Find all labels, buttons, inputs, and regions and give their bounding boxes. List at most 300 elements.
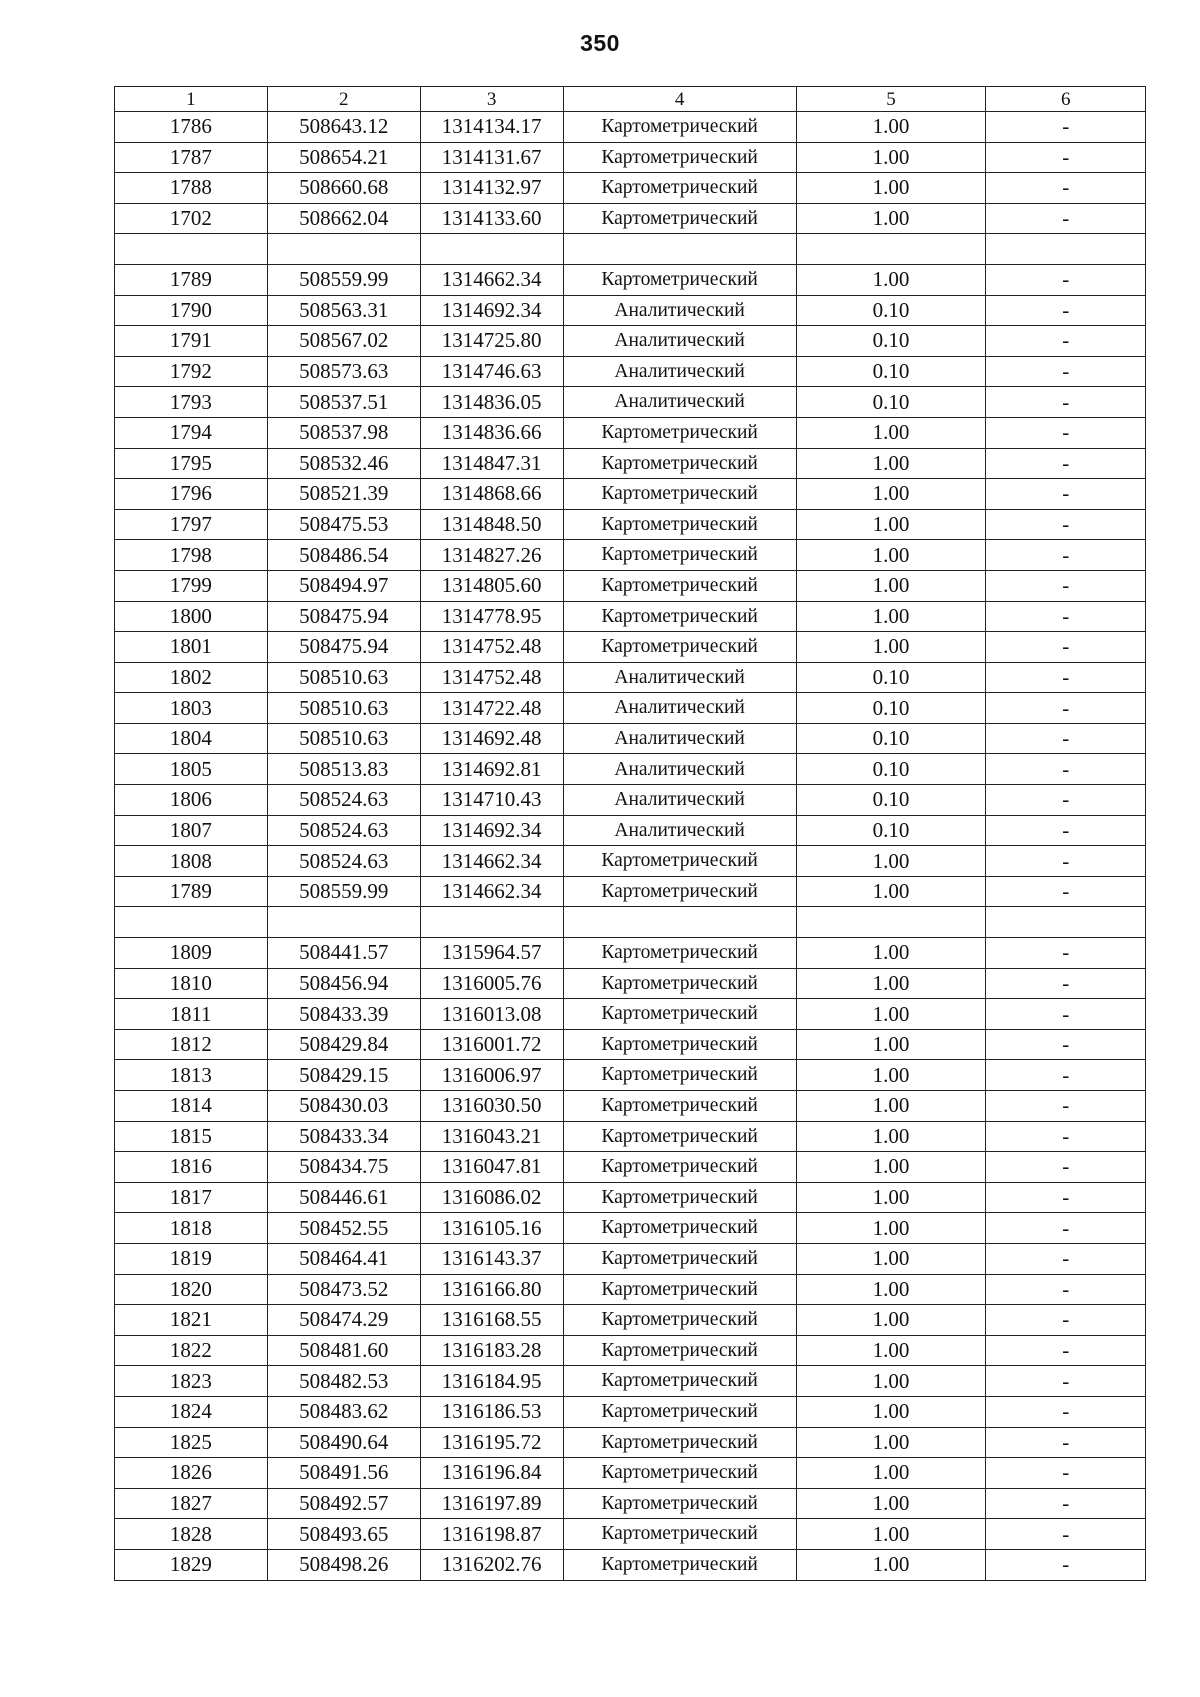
table-row bbox=[115, 387, 1146, 418]
accuracy-cell: 1.00 bbox=[796, 1029, 986, 1060]
accuracy-cell: 1.00 bbox=[796, 1519, 986, 1550]
point-number-cell: 1827 bbox=[115, 1488, 268, 1519]
table-row bbox=[115, 785, 1146, 816]
accuracy-cell: 1.00 bbox=[796, 846, 986, 877]
point-number-cell: 1829 bbox=[115, 1549, 268, 1580]
x-coordinate-cell: 508473.52 bbox=[267, 1274, 420, 1305]
accuracy-cell: 1.00 bbox=[796, 1458, 986, 1489]
x-coordinate-cell: 508510.63 bbox=[267, 693, 420, 724]
accuracy-cell: 1.00 bbox=[796, 938, 986, 969]
y-coordinate-cell: 1314752.48 bbox=[420, 632, 563, 663]
y-coordinate-cell: 1314805.60 bbox=[420, 570, 563, 601]
method-cell: Картометрический bbox=[563, 632, 796, 663]
y-coordinate-cell: 1316186.53 bbox=[420, 1396, 563, 1427]
table-row bbox=[115, 1305, 1146, 1336]
point-number-cell: 1789 bbox=[115, 264, 268, 295]
y-coordinate-cell: 1316195.72 bbox=[420, 1427, 563, 1458]
x-coordinate-cell: 508654.21 bbox=[267, 142, 420, 173]
description-cell: - bbox=[986, 999, 1146, 1030]
point-number-cell: 1702 bbox=[115, 203, 268, 234]
x-coordinate-cell: 508434.75 bbox=[267, 1152, 420, 1183]
accuracy-cell: 1.00 bbox=[796, 1121, 986, 1152]
point-number-cell: 1803 bbox=[115, 693, 268, 724]
x-coordinate-cell: 508537.51 bbox=[267, 387, 420, 418]
method-cell: Аналитический bbox=[563, 295, 796, 326]
x-coordinate-cell: 508524.63 bbox=[267, 815, 420, 846]
y-coordinate-cell: 1316005.76 bbox=[420, 968, 563, 999]
accuracy-cell: 0.10 bbox=[796, 754, 986, 785]
x-coordinate-cell: 508474.29 bbox=[267, 1305, 420, 1336]
point-number-cell: 1801 bbox=[115, 632, 268, 663]
description-cell: - bbox=[986, 1152, 1146, 1183]
x-coordinate-cell: 508662.04 bbox=[267, 203, 420, 234]
accuracy-cell: 0.10 bbox=[796, 295, 986, 326]
point-number-cell: 1796 bbox=[115, 479, 268, 510]
method-cell: Картометрический bbox=[563, 1335, 796, 1366]
accuracy-cell: 1.00 bbox=[796, 601, 986, 632]
x-coordinate-cell: 508429.15 bbox=[267, 1060, 420, 1091]
page-number: 350 bbox=[580, 30, 620, 56]
method-cell: Аналитический bbox=[563, 785, 796, 816]
table-row bbox=[115, 662, 1146, 693]
x-coordinate-cell: 508486.54 bbox=[267, 540, 420, 571]
point-number-cell: 1819 bbox=[115, 1243, 268, 1274]
description-cell: - bbox=[986, 479, 1146, 510]
accuracy-cell: 1.00 bbox=[796, 509, 986, 540]
accuracy-cell: 1.00 bbox=[796, 1274, 986, 1305]
table-row bbox=[115, 999, 1146, 1030]
description-cell: - bbox=[986, 1427, 1146, 1458]
accuracy-cell: 1.00 bbox=[796, 142, 986, 173]
column-header-2: 2 bbox=[267, 87, 420, 112]
point-number-cell: 1814 bbox=[115, 1091, 268, 1122]
method-cell: Картометрический bbox=[563, 1060, 796, 1091]
y-coordinate-cell: 1316030.50 bbox=[420, 1091, 563, 1122]
table-row bbox=[115, 876, 1146, 907]
y-coordinate-cell: 1316183.28 bbox=[420, 1335, 563, 1366]
method-cell: Картометрический bbox=[563, 540, 796, 571]
y-coordinate-cell: 1314692.34 bbox=[420, 295, 563, 326]
description-cell: - bbox=[986, 448, 1146, 479]
table-row bbox=[115, 264, 1146, 295]
accuracy-cell: 1.00 bbox=[796, 570, 986, 601]
method-cell: Картометрический bbox=[563, 1213, 796, 1244]
y-coordinate-cell: 1316043.21 bbox=[420, 1121, 563, 1152]
column-header-6: 6 bbox=[986, 87, 1146, 112]
description-cell: - bbox=[986, 785, 1146, 816]
x-coordinate-cell: 508492.57 bbox=[267, 1488, 420, 1519]
table-row bbox=[115, 509, 1146, 540]
description-cell: - bbox=[986, 1243, 1146, 1274]
table-row bbox=[115, 570, 1146, 601]
x-coordinate-cell: 508475.94 bbox=[267, 632, 420, 663]
method-cell: Картометрический bbox=[563, 1305, 796, 1336]
description-cell: - bbox=[986, 1305, 1146, 1336]
accuracy-cell: 1.00 bbox=[796, 203, 986, 234]
x-coordinate-cell: 508490.64 bbox=[267, 1427, 420, 1458]
accuracy-cell: 0.10 bbox=[796, 723, 986, 754]
y-coordinate-cell bbox=[420, 907, 563, 938]
x-coordinate-cell: 508510.63 bbox=[267, 723, 420, 754]
x-coordinate-cell: 508482.53 bbox=[267, 1366, 420, 1397]
table-row bbox=[115, 540, 1146, 571]
method-cell: Картометрический bbox=[563, 1182, 796, 1213]
method-cell: Картометрический bbox=[563, 1396, 796, 1427]
description-cell: - bbox=[986, 968, 1146, 999]
point-number-cell: 1824 bbox=[115, 1396, 268, 1427]
y-coordinate-cell: 1314134.17 bbox=[420, 112, 563, 143]
accuracy-cell: 1.00 bbox=[796, 1549, 986, 1580]
table-row bbox=[115, 1182, 1146, 1213]
table-row bbox=[115, 448, 1146, 479]
point-number-cell: 1811 bbox=[115, 999, 268, 1030]
table-row bbox=[115, 846, 1146, 877]
method-cell: Картометрический bbox=[563, 1091, 796, 1122]
accuracy-cell: 0.10 bbox=[796, 326, 986, 357]
y-coordinate-cell: 1314836.05 bbox=[420, 387, 563, 418]
y-coordinate-cell: 1314848.50 bbox=[420, 509, 563, 540]
x-coordinate-cell: 508494.97 bbox=[267, 570, 420, 601]
accuracy-cell: 1.00 bbox=[796, 1152, 986, 1183]
table-row bbox=[115, 1213, 1146, 1244]
accuracy-cell: 1.00 bbox=[796, 1366, 986, 1397]
description-cell: - bbox=[986, 203, 1146, 234]
accuracy-cell: 1.00 bbox=[796, 1427, 986, 1458]
method-cell: Картометрический bbox=[563, 417, 796, 448]
y-coordinate-cell: 1316166.80 bbox=[420, 1274, 563, 1305]
x-coordinate-cell: 508464.41 bbox=[267, 1243, 420, 1274]
point-number-cell: 1804 bbox=[115, 723, 268, 754]
separator-row bbox=[115, 907, 1146, 938]
column-header-3: 3 bbox=[420, 87, 563, 112]
y-coordinate-cell: 1314133.60 bbox=[420, 203, 563, 234]
x-coordinate-cell: 508498.26 bbox=[267, 1549, 420, 1580]
description-cell: - bbox=[986, 601, 1146, 632]
separator-row bbox=[115, 234, 1146, 265]
method-cell: Аналитический bbox=[563, 662, 796, 693]
description-cell: - bbox=[986, 417, 1146, 448]
y-coordinate-cell: 1316202.76 bbox=[420, 1549, 563, 1580]
accuracy-cell: 1.00 bbox=[796, 632, 986, 663]
point-number-cell: 1820 bbox=[115, 1274, 268, 1305]
accuracy-cell: 1.00 bbox=[796, 1243, 986, 1274]
point-number-cell: 1825 bbox=[115, 1427, 268, 1458]
point-number-cell: 1809 bbox=[115, 938, 268, 969]
x-coordinate-cell: 508433.34 bbox=[267, 1121, 420, 1152]
accuracy-cell: 0.10 bbox=[796, 785, 986, 816]
table-row bbox=[115, 479, 1146, 510]
y-coordinate-cell: 1314827.26 bbox=[420, 540, 563, 571]
description-cell: - bbox=[986, 723, 1146, 754]
method-cell: Картометрический bbox=[563, 876, 796, 907]
point-number-cell: 1802 bbox=[115, 662, 268, 693]
table-row bbox=[115, 326, 1146, 357]
point-number-cell: 1792 bbox=[115, 356, 268, 387]
table-row bbox=[115, 295, 1146, 326]
table-row bbox=[115, 203, 1146, 234]
table-row bbox=[115, 693, 1146, 724]
x-coordinate-cell bbox=[267, 907, 420, 938]
description-cell: - bbox=[986, 509, 1146, 540]
x-coordinate-cell: 508573.63 bbox=[267, 356, 420, 387]
x-coordinate-cell: 508433.39 bbox=[267, 999, 420, 1030]
description-cell: - bbox=[986, 1366, 1146, 1397]
point-number-cell: 1787 bbox=[115, 142, 268, 173]
y-coordinate-cell: 1314725.80 bbox=[420, 326, 563, 357]
accuracy-cell: 1.00 bbox=[796, 1396, 986, 1427]
description-cell: - bbox=[986, 1182, 1146, 1213]
column-header-5: 5 bbox=[796, 87, 986, 112]
point-number-cell: 1793 bbox=[115, 387, 268, 418]
description-cell: - bbox=[986, 876, 1146, 907]
x-coordinate-cell: 508513.83 bbox=[267, 754, 420, 785]
point-number-cell: 1791 bbox=[115, 326, 268, 357]
accuracy-cell: 0.10 bbox=[796, 662, 986, 693]
accuracy-cell: 0.10 bbox=[796, 387, 986, 418]
y-coordinate-cell: 1316006.97 bbox=[420, 1060, 563, 1091]
accuracy-cell: 1.00 bbox=[796, 1091, 986, 1122]
method-cell: Картометрический bbox=[563, 1029, 796, 1060]
description-cell: - bbox=[986, 540, 1146, 571]
method-cell: Картометрический bbox=[563, 173, 796, 204]
method-cell: Картометрический bbox=[563, 968, 796, 999]
table-row bbox=[115, 1121, 1146, 1152]
x-coordinate-cell: 508491.56 bbox=[267, 1458, 420, 1489]
y-coordinate-cell: 1314836.66 bbox=[420, 417, 563, 448]
x-coordinate-cell: 508559.99 bbox=[267, 264, 420, 295]
method-cell: Картометрический bbox=[563, 1458, 796, 1489]
description-cell: - bbox=[986, 387, 1146, 418]
accuracy-cell: 1.00 bbox=[796, 173, 986, 204]
accuracy-cell: 1.00 bbox=[796, 1305, 986, 1336]
point-number-cell: 1828 bbox=[115, 1519, 268, 1550]
header-row bbox=[115, 87, 1146, 112]
y-coordinate-cell: 1314662.34 bbox=[420, 876, 563, 907]
y-coordinate-cell: 1314847.31 bbox=[420, 448, 563, 479]
accuracy-cell: 1.00 bbox=[796, 448, 986, 479]
method-cell: Аналитический bbox=[563, 356, 796, 387]
table-row bbox=[115, 632, 1146, 663]
table-row bbox=[115, 1029, 1146, 1060]
method-cell: Картометрический bbox=[563, 1243, 796, 1274]
method-cell: Картометрический bbox=[563, 1366, 796, 1397]
accuracy-cell: 1.00 bbox=[796, 112, 986, 143]
y-coordinate-cell: 1316001.72 bbox=[420, 1029, 563, 1060]
description-cell: - bbox=[986, 1213, 1146, 1244]
point-number-cell: 1812 bbox=[115, 1029, 268, 1060]
point-number-cell: 1797 bbox=[115, 509, 268, 540]
y-coordinate-cell: 1314778.95 bbox=[420, 601, 563, 632]
accuracy-cell bbox=[796, 234, 986, 265]
accuracy-cell: 1.00 bbox=[796, 540, 986, 571]
x-coordinate-cell: 508537.98 bbox=[267, 417, 420, 448]
y-coordinate-cell: 1316013.08 bbox=[420, 999, 563, 1030]
coordinates-table bbox=[114, 86, 1146, 1581]
accuracy-cell: 1.00 bbox=[796, 1182, 986, 1213]
description-cell: - bbox=[986, 1335, 1146, 1366]
x-coordinate-cell: 508441.57 bbox=[267, 938, 420, 969]
table-row bbox=[115, 1335, 1146, 1366]
point-number-cell: 1826 bbox=[115, 1458, 268, 1489]
table-row bbox=[115, 815, 1146, 846]
method-cell bbox=[563, 907, 796, 938]
table-row bbox=[115, 1458, 1146, 1489]
description-cell: - bbox=[986, 112, 1146, 143]
point-number-cell: 1800 bbox=[115, 601, 268, 632]
point-number-cell bbox=[115, 907, 268, 938]
x-coordinate-cell: 508475.53 bbox=[267, 509, 420, 540]
table-row bbox=[115, 1091, 1146, 1122]
method-cell: Картометрический bbox=[563, 1549, 796, 1580]
method-cell: Картометрический bbox=[563, 1519, 796, 1550]
accuracy-cell: 1.00 bbox=[796, 1060, 986, 1091]
method-cell: Картометрический bbox=[563, 203, 796, 234]
x-coordinate-cell: 508510.63 bbox=[267, 662, 420, 693]
x-coordinate-cell: 508430.03 bbox=[267, 1091, 420, 1122]
table-row bbox=[115, 1519, 1146, 1550]
column-header-4: 4 bbox=[563, 87, 796, 112]
table-row bbox=[115, 356, 1146, 387]
accuracy-cell: 1.00 bbox=[796, 968, 986, 999]
y-coordinate-cell: 1316105.16 bbox=[420, 1213, 563, 1244]
method-cell: Картометрический bbox=[563, 601, 796, 632]
y-coordinate-cell: 1314722.48 bbox=[420, 693, 563, 724]
method-cell: Картометрический bbox=[563, 264, 796, 295]
point-number-cell: 1810 bbox=[115, 968, 268, 999]
x-coordinate-cell: 508524.63 bbox=[267, 785, 420, 816]
description-cell: - bbox=[986, 815, 1146, 846]
method-cell: Картометрический bbox=[563, 112, 796, 143]
method-cell: Картометрический bbox=[563, 448, 796, 479]
table-header bbox=[115, 87, 1146, 112]
description-cell: - bbox=[986, 356, 1146, 387]
x-coordinate-cell: 508429.84 bbox=[267, 1029, 420, 1060]
point-number-cell: 1805 bbox=[115, 754, 268, 785]
description-cell: - bbox=[986, 846, 1146, 877]
table-row bbox=[115, 754, 1146, 785]
table-row bbox=[115, 1396, 1146, 1427]
point-number-cell: 1806 bbox=[115, 785, 268, 816]
accuracy-cell: 1.00 bbox=[796, 264, 986, 295]
x-coordinate-cell: 508532.46 bbox=[267, 448, 420, 479]
point-number-cell: 1822 bbox=[115, 1335, 268, 1366]
table-row bbox=[115, 142, 1146, 173]
table-row bbox=[115, 1427, 1146, 1458]
column-header-1: 1 bbox=[115, 87, 268, 112]
description-cell: - bbox=[986, 326, 1146, 357]
y-coordinate-cell: 1314868.66 bbox=[420, 479, 563, 510]
description-cell: - bbox=[986, 1029, 1146, 1060]
point-number-cell: 1794 bbox=[115, 417, 268, 448]
accuracy-cell: 0.10 bbox=[796, 815, 986, 846]
description-cell: - bbox=[986, 1458, 1146, 1489]
description-cell: - bbox=[986, 754, 1146, 785]
point-number-cell: 1823 bbox=[115, 1366, 268, 1397]
table-row bbox=[115, 173, 1146, 204]
y-coordinate-cell: 1316198.87 bbox=[420, 1519, 563, 1550]
point-number-cell: 1817 bbox=[115, 1182, 268, 1213]
description-cell: - bbox=[986, 693, 1146, 724]
accuracy-cell: 0.10 bbox=[796, 693, 986, 724]
description-cell: - bbox=[986, 1060, 1146, 1091]
y-coordinate-cell bbox=[420, 234, 563, 265]
method-cell: Картометрический bbox=[563, 999, 796, 1030]
description-cell: - bbox=[986, 1091, 1146, 1122]
x-coordinate-cell: 508456.94 bbox=[267, 968, 420, 999]
method-cell: Картометрический bbox=[563, 570, 796, 601]
table-row bbox=[115, 968, 1146, 999]
method-cell: Картометрический bbox=[563, 142, 796, 173]
y-coordinate-cell: 1316197.89 bbox=[420, 1488, 563, 1519]
method-cell: Картометрический bbox=[563, 1121, 796, 1152]
y-coordinate-cell: 1314692.34 bbox=[420, 815, 563, 846]
point-number-cell: 1795 bbox=[115, 448, 268, 479]
accuracy-cell: 1.00 bbox=[796, 417, 986, 448]
y-coordinate-cell: 1314752.48 bbox=[420, 662, 563, 693]
accuracy-cell: 1.00 bbox=[796, 876, 986, 907]
description-cell bbox=[986, 907, 1146, 938]
point-number-cell: 1799 bbox=[115, 570, 268, 601]
accuracy-cell: 1.00 bbox=[796, 1335, 986, 1366]
accuracy-cell bbox=[796, 907, 986, 938]
description-cell: - bbox=[986, 142, 1146, 173]
description-cell: - bbox=[986, 1396, 1146, 1427]
y-coordinate-cell: 1314746.63 bbox=[420, 356, 563, 387]
accuracy-cell: 1.00 bbox=[796, 999, 986, 1030]
description-cell: - bbox=[986, 295, 1146, 326]
method-cell: Картометрический bbox=[563, 846, 796, 877]
point-number-cell: 1813 bbox=[115, 1060, 268, 1091]
table-row bbox=[115, 1243, 1146, 1274]
method-cell: Аналитический bbox=[563, 723, 796, 754]
accuracy-cell: 1.00 bbox=[796, 479, 986, 510]
table-row bbox=[115, 1549, 1146, 1580]
x-coordinate-cell: 508493.65 bbox=[267, 1519, 420, 1550]
x-coordinate-cell: 508481.60 bbox=[267, 1335, 420, 1366]
point-number-cell: 1789 bbox=[115, 876, 268, 907]
method-cell: Картометрический bbox=[563, 479, 796, 510]
y-coordinate-cell: 1316168.55 bbox=[420, 1305, 563, 1336]
accuracy-cell: 1.00 bbox=[796, 1488, 986, 1519]
table-row bbox=[115, 1488, 1146, 1519]
method-cell: Картометрический bbox=[563, 938, 796, 969]
accuracy-cell: 1.00 bbox=[796, 1213, 986, 1244]
description-cell: - bbox=[986, 1488, 1146, 1519]
table-row bbox=[115, 1366, 1146, 1397]
description-cell: - bbox=[986, 264, 1146, 295]
x-coordinate-cell: 508483.62 bbox=[267, 1396, 420, 1427]
point-number-cell: 1815 bbox=[115, 1121, 268, 1152]
method-cell: Аналитический bbox=[563, 693, 796, 724]
x-coordinate-cell: 508559.99 bbox=[267, 876, 420, 907]
x-coordinate-cell: 508567.02 bbox=[267, 326, 420, 357]
y-coordinate-cell: 1316143.37 bbox=[420, 1243, 563, 1274]
y-coordinate-cell: 1314662.34 bbox=[420, 264, 563, 295]
description-cell: - bbox=[986, 1274, 1146, 1305]
y-coordinate-cell: 1316184.95 bbox=[420, 1366, 563, 1397]
y-coordinate-cell: 1314692.48 bbox=[420, 723, 563, 754]
y-coordinate-cell: 1316196.84 bbox=[420, 1458, 563, 1489]
x-coordinate-cell: 508524.63 bbox=[267, 846, 420, 877]
table-row bbox=[115, 112, 1146, 143]
method-cell: Картометрический bbox=[563, 1488, 796, 1519]
method-cell: Картометрический bbox=[563, 1152, 796, 1183]
y-coordinate-cell: 1314692.81 bbox=[420, 754, 563, 785]
y-coordinate-cell: 1314131.67 bbox=[420, 142, 563, 173]
point-number-cell: 1808 bbox=[115, 846, 268, 877]
y-coordinate-cell: 1314662.34 bbox=[420, 846, 563, 877]
method-cell: Картометрический bbox=[563, 1427, 796, 1458]
